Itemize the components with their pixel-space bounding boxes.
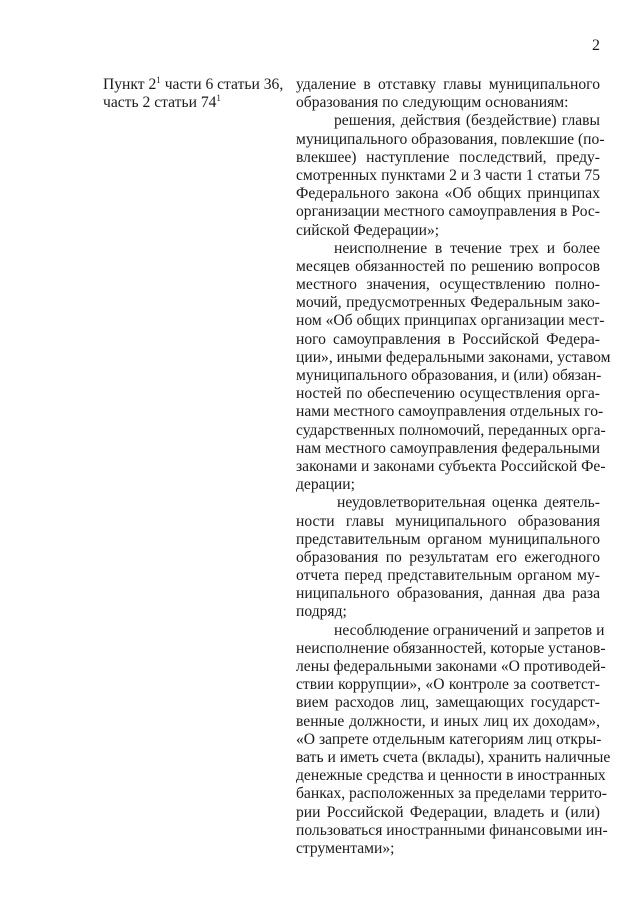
text-line: смотренных пунктами 2 и 3 части 1 статьи 75 bbox=[296, 166, 600, 184]
text-line: подряд; bbox=[296, 603, 347, 621]
text-line: вием расходов лиц, замещающих государст- bbox=[296, 694, 600, 712]
text-line: местного значения, осуществлению полно- bbox=[296, 276, 600, 294]
text-line: венные должности, и иных лиц их доходам», bbox=[296, 712, 600, 730]
text-line: образования по следующим основаниям: bbox=[296, 94, 569, 112]
text-line: законами и законами субъекта Российской Фе- bbox=[296, 457, 606, 475]
page-number: 2 bbox=[592, 37, 600, 54]
text-line: ности главы муниципального образования bbox=[296, 512, 600, 530]
text-line: струментами»; bbox=[296, 839, 395, 857]
text-line: образования по результатам его ежегодного bbox=[296, 548, 600, 566]
text-line: Федерального закона «Об общих принципах bbox=[296, 185, 600, 203]
text-line: удаление в отставку главы муниципального bbox=[296, 76, 600, 93]
text-line: дерации; bbox=[296, 476, 355, 494]
text-line: несоблюдение ограничений и запретов и bbox=[334, 621, 605, 639]
text-line: мочий, предусмотренных Федеральным зако- bbox=[296, 294, 600, 312]
legal-reference bbox=[103, 76, 291, 112]
text-line: месяцев обязанностей по решению вопросов bbox=[296, 257, 600, 275]
text-line: лены федеральными законами «О противодей- bbox=[296, 658, 606, 675]
text-line: организации местного самоуправления в Рос- bbox=[296, 203, 600, 221]
text-line: неисполнение в течение трех и более bbox=[334, 239, 600, 257]
text-line: сийской Федерации»; bbox=[296, 221, 440, 239]
text-line: сударственных полномочий, переданных орга- bbox=[296, 421, 606, 439]
text-line: решения, действия (бездействие) главы bbox=[334, 112, 600, 130]
text-line: рии Российской Федерации, владеть и (или) bbox=[296, 803, 600, 821]
text-line: ностей по обеспечению осуществления орга- bbox=[296, 385, 600, 403]
text-line: ного самоуправления в Российской Федера- bbox=[296, 330, 600, 348]
text-line: влекшее) наступление последствий, преду- bbox=[296, 148, 600, 166]
text-line: неисполнение обязанностей, которые установ- bbox=[296, 639, 606, 657]
text-line: пользоваться иностранными финансовыми ин- bbox=[296, 821, 608, 839]
provision-text bbox=[296, 76, 611, 858]
legal-reference-line-1: Пункт $2^1$ части 6 статьи 36, bbox=[103, 75, 284, 93]
legal-reference-line-2: часть 2 статьи $74^1$ bbox=[103, 93, 221, 112]
text-line: нам местного самоуправления федеральными bbox=[296, 439, 600, 457]
text-line: ном «Об общих принципах организации мест- bbox=[296, 312, 605, 330]
text-line: отчета перед представительным органом му- bbox=[296, 567, 600, 585]
text-line: ствии коррупции», «О контроле за соответст- bbox=[296, 676, 600, 694]
text-line: вать и иметь счета (вклады), хранить наличные bbox=[296, 748, 611, 766]
text-line: банках, расположенных за пределами террито- bbox=[296, 785, 607, 803]
text-line: нами местного самоуправления отдельных го- bbox=[296, 403, 604, 421]
text-line: неудовлетворительная оценка деятель- bbox=[337, 494, 600, 512]
text-line: муниципального образования, и (или) обязан- bbox=[296, 367, 602, 384]
text-line: денежные средства и ценности в иностранных bbox=[296, 767, 606, 785]
text-line: представительным органом муниципального bbox=[296, 530, 600, 548]
text-line: «О запрете отдельным категориям лиц откры- bbox=[296, 730, 602, 748]
text-line: ции», иными федеральными законами, уставом bbox=[296, 348, 611, 366]
text-line: муниципального образования, повлекшие (по- bbox=[296, 130, 605, 148]
text-line: ниципального образования, данная два раза bbox=[296, 585, 600, 603]
